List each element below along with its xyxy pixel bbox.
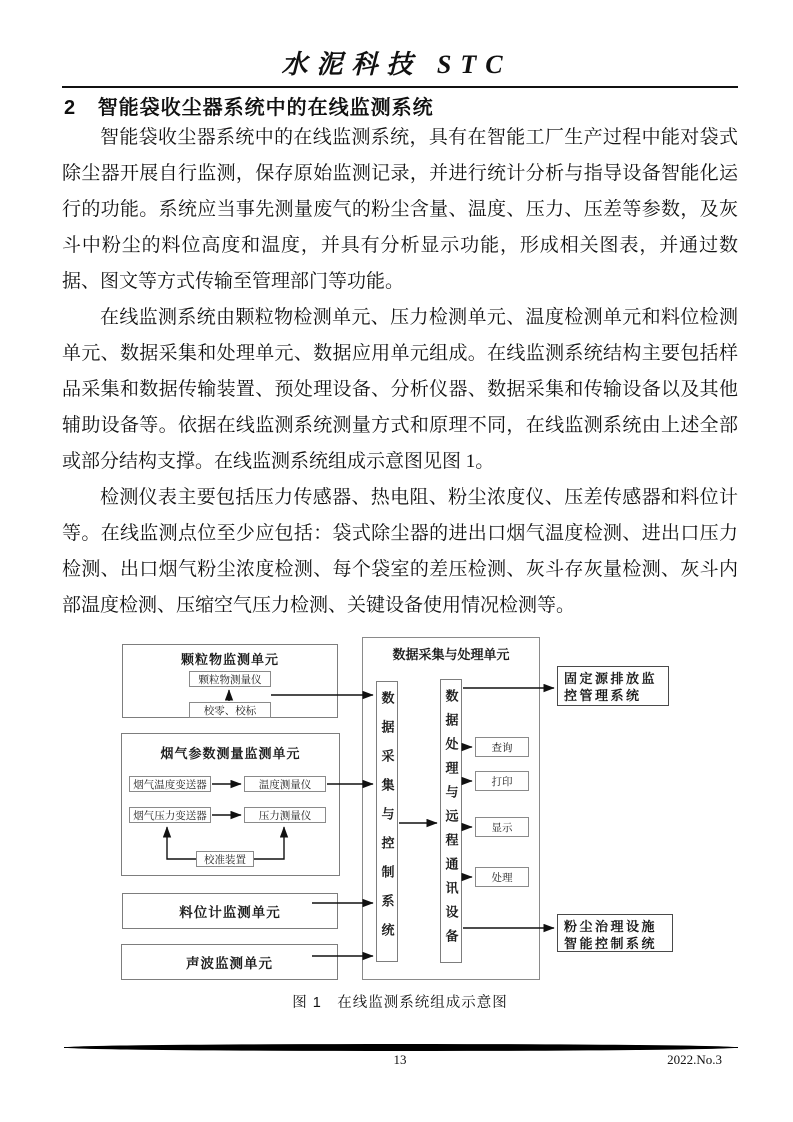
query-function-box: 查询 — [475, 737, 529, 757]
footer-rule — [64, 1044, 738, 1051]
issue-number: 2022.No.3 — [667, 1052, 722, 1067]
dust-control-system-box: 粉尘治理设施智能控制系统 — [557, 914, 673, 952]
process-function-box: 处理 — [475, 867, 529, 887]
data-processing-device-label: 数据处理与远程通讯设备 — [443, 689, 459, 953]
temp-meter-box: 温度测量仪 — [244, 776, 326, 792]
fluegas-temp-transmitter-box: 烟气温度变送器 — [129, 776, 211, 792]
section-title: 智能袋收尘器系统中的在线监测系统 — [97, 97, 434, 119]
section-number: 2 — [64, 97, 77, 119]
header-rule — [62, 86, 738, 88]
daq-control-system-label: 数据采集与控制系统 — [379, 691, 395, 952]
particulate-meter-box: 颗粒物测量仪 — [189, 671, 271, 687]
article-body — [62, 120, 738, 624]
calibration-device-box: 校准装置 — [196, 851, 254, 867]
paragraph-2: 在线监测系统由颗粒物检测单元、压力检测单元、温度检测单元和料位检测单元、数据采集和处理单元、数据应用单元组成。在线监测系统结构主要包括样品采集和数据传输装置、预处理设备、分析仪器、数据采集和传输设备以及其他辅助设备等。依据在线监测系统测量方式和原理不同，在线监测系统由上述全部或部分结构支撑。在线监测系统组成示意图见图 1。 — [62, 307, 738, 472]
data-processing-device-box — [440, 679, 462, 963]
fluegas-unit-title: 烟气参数测量监测单元 — [160, 746, 301, 761]
particulate-unit-title: 颗粒物监测单元 — [180, 652, 279, 667]
daq-unit-title: 数据采集与处理单元 — [392, 647, 510, 662]
fixed-source-system-box: 固定源排放监控管理系统 — [557, 666, 669, 706]
level-unit-box: 料位计监测单元 — [122, 893, 338, 929]
daq-control-system-box — [376, 681, 398, 962]
paragraph-1: 智能袋收尘器系统中的在线监测系统，具有在智能工厂生产过程中能对袋式除尘器开展自行监测，保存原始监测记录，并进行统计分析与指导设备智能化运行的功能。系统应当事先测量废气的粉尘含量、温度、压力、压差等参数，及灰斗中粉尘的料位高度和温度，并具有分析显示功能，形成相关图表，并通过数据、图文等方式传输至管理部门等功能。 — [62, 127, 738, 292]
journal-title: 水泥科技 STC — [281, 50, 512, 79]
paragraph-3: 检测仪表主要包括压力传感器、热电阻、粉尘浓度仪、压差传感器和料位计等。在线监测点位至少应包括：袋式除尘器的进出口烟气温度检测、进出口压力检测、出口烟气粉尘浓度检测、每个袋室的差压检测、灰斗存灰量检测、灰斗内部温度检测、压缩空气压力检测、关键设备使用情况检测等。 — [62, 487, 738, 616]
acoustic-unit-box: 声波监测单元 — [121, 944, 338, 980]
print-function-box: 打印 — [475, 771, 529, 791]
zero-span-calibration-box: 校零、校标 — [189, 702, 271, 718]
pressure-meter-box: 压力测量仪 — [244, 807, 326, 823]
section-heading — [64, 91, 740, 120]
page-number: 13 — [393, 1052, 407, 1067]
display-function-box: 显示 — [475, 817, 529, 837]
fluegas-pressure-transmitter-box: 烟气压力变送器 — [129, 807, 211, 823]
figure-caption: 图 1 在线监测系统组成示意图 — [292, 995, 508, 1011]
